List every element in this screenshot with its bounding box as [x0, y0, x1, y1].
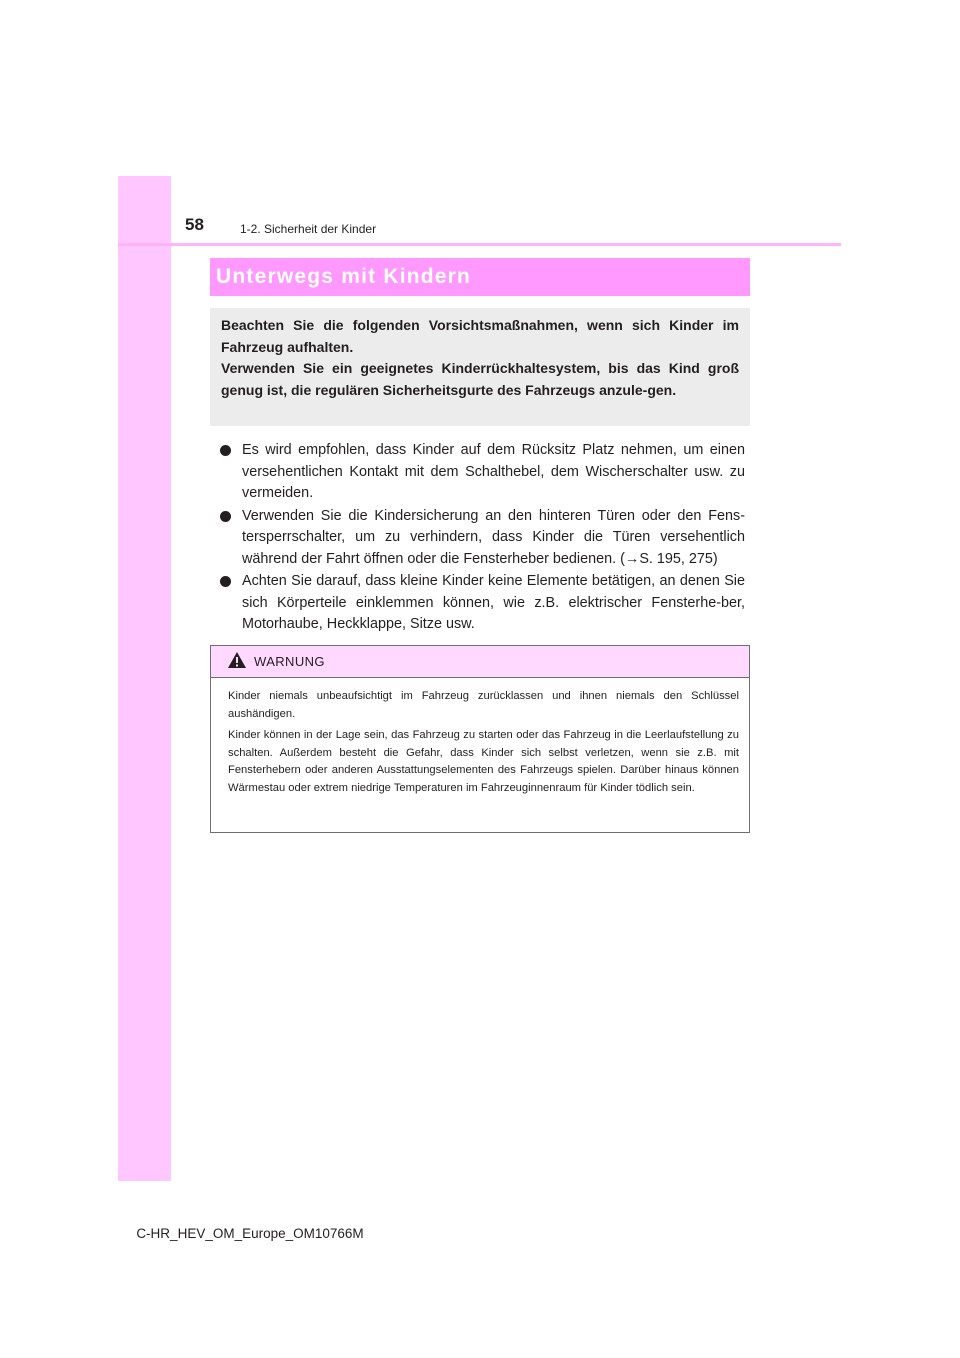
- warning-body: [211, 678, 749, 798]
- page-number: 58: [185, 215, 204, 234]
- bullet-item: [220, 571, 745, 636]
- footer-doc-id: C-HR_HEV_OM_Europe_OM10766M: [136, 1226, 364, 1241]
- header-divider: [118, 243, 841, 246]
- bullet-dot-icon: [220, 511, 231, 522]
- bullet-text: Achten Sie darauf, dass kleine Kinder keine Elemente betätigen, an denen Sie sich Körperteile einklemmen können, wie z.B. elektrischer Fensterhe-ber, Motorhaube, Heckklappe, Sitze usw.: [242, 573, 745, 632]
- bullet-dot-icon: [220, 445, 231, 456]
- bullet-list: [220, 440, 745, 636]
- warning-header: [211, 646, 749, 678]
- warning-paragraph: Kinder können in der Lage sein, das Fahrzeug zu starten oder das Fahrzeug in die Leerlaufstellung zu schalten. Außerdem besteht die Gefahr, dass Kinder sich selbst verletzen, wenn sie z.B. mit Fensterhebern oder anderen Ausstattungselementen des Fahrzeugs spielen. Darüber hinaus können Wärmestau oder extrem niedrige Temperaturen im Fahrzeuginnenraum für Kinder tödlich sein.: [228, 729, 739, 794]
- bullet-text: Es wird empfohlen, dass Kinder auf dem Rücksitz Platz nehmen, um einen versehentlichen Kontakt mit dem Schalthebel, dem Wischerschalter usw. zu vermeiden.: [242, 442, 745, 501]
- section-label: 1-2. Sicherheit der Kinder: [240, 222, 377, 236]
- side-tab-band: [118, 176, 171, 1181]
- warning-box: [210, 645, 750, 833]
- bullet-item: [220, 440, 745, 505]
- warning-paragraph: Kinder niemals unbeaufsichtigt im Fahrzeug zurücklassen und ihnen niemals den Schlüssel aushändigen.: [228, 690, 739, 720]
- bullet-text: Verwenden Sie die Kindersicherung an den hinteren Türen oder den Fens-tersperrschalter, um zu verhindern, dass Kinder die Türen versehentlich während der Fahrt öffnen oder die Fensterheber bedienen. (→S. 195, 275): [242, 507, 745, 567]
- warning-label: WARNUNG: [254, 654, 325, 669]
- intro-box: [210, 308, 750, 426]
- title-bar: [210, 258, 750, 296]
- intro-paragraph: Verwenden Sie ein geeignetes Kinderrückhaltesystem, bis das Kind groß genug ist, die regulären Sicherheitsgurte des Fahrzeugs anzule-gen.: [221, 360, 739, 398]
- bullet-dot-icon: [220, 576, 231, 587]
- page-title: Unterwegs mit Kindern: [216, 265, 472, 288]
- intro-paragraph: Beachten Sie die folgenden Vorsichtsmaßnahmen, wenn sich Kinder im Fahrzeug aufhalten.: [221, 317, 739, 355]
- warning-triangle-icon: [227, 651, 247, 674]
- bullet-item: [220, 506, 745, 571]
